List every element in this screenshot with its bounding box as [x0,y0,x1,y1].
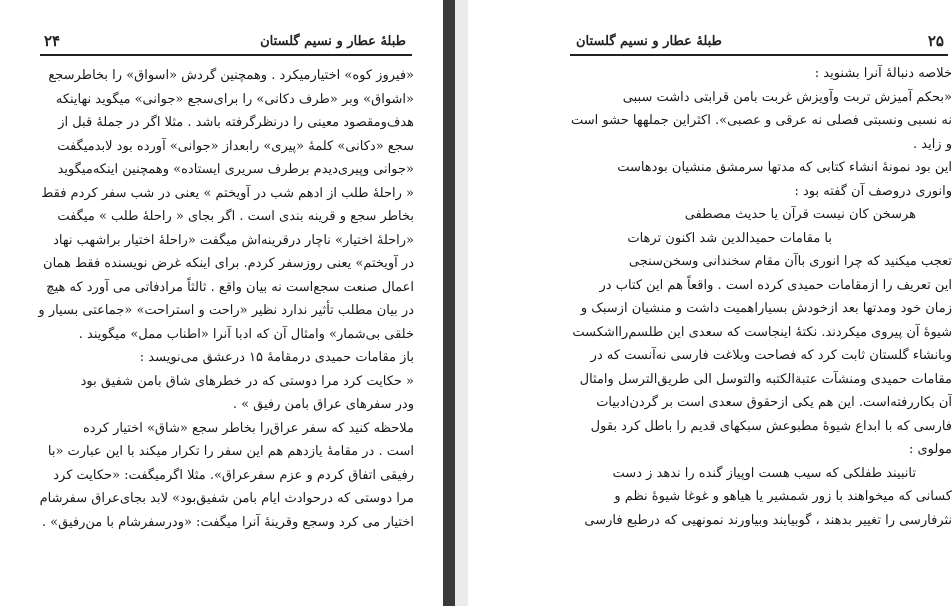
left-page-header [40,34,412,56]
right-page-header [570,34,948,56]
verse-line: تانبیند طفلکی که سیب هست اوپیاز گنده را ندهد ز دست [612,465,916,481]
text-line: مرا دوستی که درحوادث ایام بامن شفیق‌بود» لابد بجای‌عراق سفرشام [39,491,414,506]
text-line: باز مقامات حمیدی درمقامهٔ ۱۵ درعشق می‌نویسد : [139,350,414,365]
right-page-number: ۲۵ [927,32,944,50]
text-line: « راحلهٔ طلب از ادهم شب در آویختم » یعنی در شب سفر کردم فقط [41,185,414,201]
left-page-number: ۲۴ [44,32,61,50]
text-line: «فیروز کوه» اختیارمیکرد . وهمچنین گردش «اسواق» را بخاطرسجع [48,68,414,83]
text-line: این بود نمونهٔ انشاء کتابی که مدتها سرمشق منشیان بودهاست [617,160,952,175]
text-line: است . در مقامهٔ یازدهم هم این سفر را تکرار میکند با این عبارت «با [47,444,414,459]
text-line: ودر سفرهای عراق بامن رفیق » . [232,397,414,412]
verse-line: هرسخن کان نیست قرآن یا حدیث مصطفی [684,207,916,222]
text-line: بخاطر سجع و قرینه بندی است . اگر بجای « راحلهٔ طلب » میگفت [57,209,414,224]
text-line: ملاحظه کنید که سفر عراق‌را بخاطر سجع «شاق» اختیار کرده [83,420,414,436]
right-page [468,0,952,606]
text-line: « حکایت کرد مرا دوستی که در خطرهای شاق بامن شفیق بود [80,373,414,389]
left-page [0,0,455,606]
text-line: و زاید . [912,136,952,152]
text-line: آن بکاررفته‌است. این هم یکی ازحقوق سعدی است بر گردن‌ادبیات [596,395,952,410]
text-line: مقامات حمیدی ومنشآت عتبةالکتبه والتوسل الی طریق‌الترسل وامثال [579,371,952,387]
left-page-running-title: طبلهٔ عطار و نسیم گلستان [260,34,406,49]
text-line: «اشواق» وبر «طرف دکانی» را برای‌سجع «جوانی» میگوید نهاینکه [55,91,414,107]
right-page-body [568,62,952,532]
text-line: سجع «دکانی» کلمهٔ «پیری» رابعداز «جوانی» آورده بود لابدمیگفت [57,138,414,154]
book-gutter [455,0,468,606]
right-page-running-title: طبلهٔ عطار و نسیم گلستان [576,34,722,49]
text-line: اختیار می کرد وسجع وقرینهٔ آنرا میگفت: «ودرسفرشام با من‌رفیق» . [41,514,414,530]
text-line: خلاصه دنبالهٔ آنرا بشنوید : [814,66,952,81]
text-line: در آویختم» یعنی روزسفر کردم. برای اینکه غرض نویسنده فقط همان [43,256,414,271]
text-line: کسانی که میخواهند با زور شمشیر یا هیاهو و غوغا شیوهٔ نظم و [614,489,952,504]
text-line: وانوری دروصف آن گفته بود : [794,183,952,199]
left-page-body [38,64,414,534]
text-line: هدف‌ومقصود معینی را درنظرگرفته باشد . مثلا اگر در جملهٔ قبل از [58,115,414,130]
text-line: «بحکم آمیزش تربت وآویزش غربت بامن قرابتی داشت سببی [622,89,952,105]
verse-line: با مقامات حمیدالدین شد اکنون ترهات [627,230,832,246]
text-line: مولوی : [908,442,952,457]
text-line: نه نسبی ونسبتی فصلی نه عرقی و عصبی». اکثراین جملهها حشو است [571,113,952,128]
text-line: زمان خود ومدتها بعد ازخودش بسیاراهمیت داشت و منشیان ازسبک و [580,301,952,316]
text-line: وبانشاء گلستان ثابت کرد که فصاحت وبلاغت فارسی نه‌آنست که در [590,348,952,363]
text-line: تعجب میکنید که چرا انوری باآن مقام سخندانی وسخن‌سنجی [628,254,952,269]
text-line: خلقی بی‌شمار» وامثال آن که ادبا آنرا «اطناب ممل» میگویند . [78,326,414,342]
book-spine-shadow [443,0,455,606]
text-line: این تعریف را ازمقامات حمیدی کرده است . واقعاً هم این کتاب در [599,277,952,293]
text-line: در بیان مطلب تأثیر ندارد نظیر «راحت و استراحت» «جماعتی بسیار و [38,303,414,318]
text-line: رفیقی اتفاق کردم و عزم سفرعراق». مثلا اگرمیگفت: «حکایت کرد [53,467,414,483]
text-line: «راحلهٔ اختیار» ناچار درقرینه‌اش میگفت «راحلهٔ اختیار براشهب نهاد [53,232,414,248]
text-line: اعمال صنعت سجع‌است نه بیان واقع . ثالثاً مرادفاتی می آورد که هیچ [46,279,414,295]
text-line: فارسی که با ابداع شیوهٔ مطبوعش سبکهای قدیم را باطل کرد بقول [590,418,952,434]
text-line: «جوانی وپیری‌دیدم برطرف سریری ایستاده» وهمچنین اینکه‌میگوید [57,162,414,177]
text-line: نثرفارسی را تغییر بدهند ، گوبیایند وبیاورند نمونهیی که درطبع فارسی [584,512,952,528]
text-line: شیوهٔ آن پیروی میکردند. نکتهٔ اینجاست که سعدی این طلسم‌رااشکست [572,324,952,340]
